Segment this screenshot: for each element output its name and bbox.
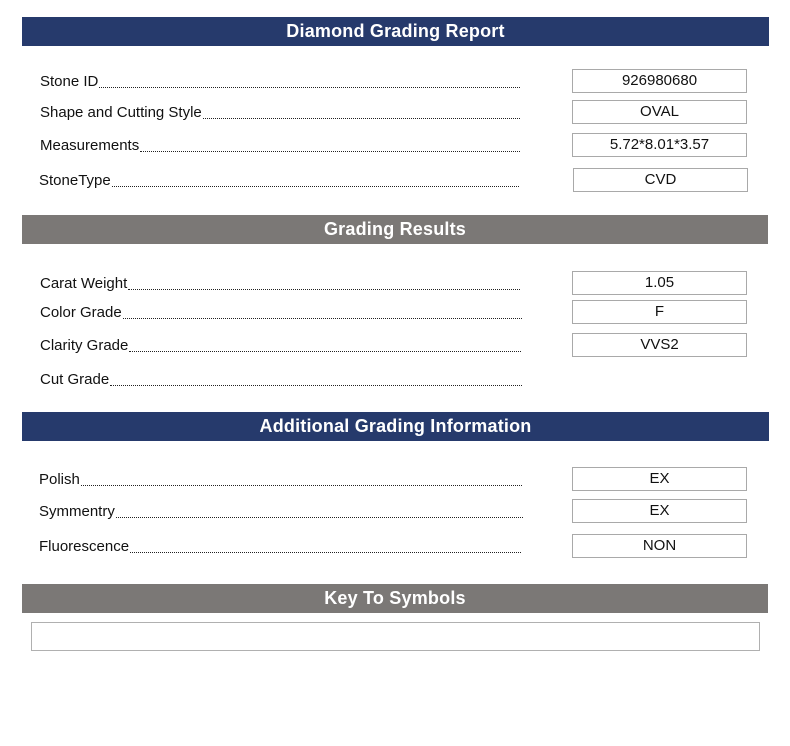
stone-type-row — [0, 168, 790, 192]
leader-dots — [203, 104, 520, 119]
leader-dots — [116, 503, 523, 518]
leader-dots — [110, 371, 522, 386]
measurements-value: 5.72*8.01*3.57 — [572, 133, 747, 157]
key-to-symbols-banner — [22, 584, 768, 613]
symmetry-label: Symmentry — [39, 499, 523, 523]
clarity-label: Clarity Grade — [40, 333, 521, 357]
carat-row — [0, 271, 790, 295]
cut-row — [0, 367, 790, 391]
color-row — [0, 300, 790, 324]
color-value: F — [572, 300, 747, 324]
carat-value: 1.05 — [572, 271, 747, 295]
leader-dots — [81, 471, 522, 486]
leader-dots — [128, 275, 520, 290]
leader-dots — [130, 538, 521, 553]
polish-value: EX — [572, 467, 747, 491]
fluorescence-label: Fluorescence — [39, 534, 521, 558]
leader-dots — [99, 73, 520, 88]
report-title-banner — [22, 17, 769, 46]
leader-dots — [129, 337, 521, 352]
leader-dots — [123, 304, 522, 319]
additional-info-banner — [22, 412, 769, 441]
stone-type-value: CVD — [573, 168, 748, 192]
stone-id-value: 926980680 — [572, 69, 747, 93]
stone-id-label: Stone ID — [40, 69, 520, 93]
polish-row — [0, 467, 790, 491]
report-title: Diamond Grading Report — [286, 21, 505, 41]
key-to-symbols-title: Key To Symbols — [324, 588, 466, 608]
grading-results-title: Grading Results — [323, 219, 467, 239]
clarity-row — [0, 333, 790, 357]
key-to-symbols-box — [31, 622, 760, 651]
symmetry-row — [0, 499, 790, 523]
cut-label: Cut Grade — [40, 367, 522, 391]
polish-label: Polish — [39, 467, 522, 491]
measurements-label: Measurements — [40, 133, 520, 157]
grading-results-banner — [22, 215, 768, 244]
additional-info-title: Additional Grading Information — [259, 416, 532, 436]
shape-label: Shape and Cutting Style — [40, 100, 520, 124]
leader-dots — [140, 137, 520, 152]
measurements-row — [0, 133, 790, 157]
shape-row — [0, 100, 790, 124]
stone-type-label: StoneType — [39, 168, 519, 192]
clarity-value: VVS2 — [572, 333, 747, 357]
stone-id-row — [0, 69, 790, 93]
color-label: Color Grade — [40, 300, 522, 324]
symmetry-value: EX — [572, 499, 747, 523]
fluorescence-row — [0, 534, 790, 558]
fluorescence-value: NON — [572, 534, 747, 558]
leader-dots — [112, 172, 519, 187]
carat-label: Carat Weight — [40, 271, 520, 295]
shape-value: OVAL — [572, 100, 747, 124]
